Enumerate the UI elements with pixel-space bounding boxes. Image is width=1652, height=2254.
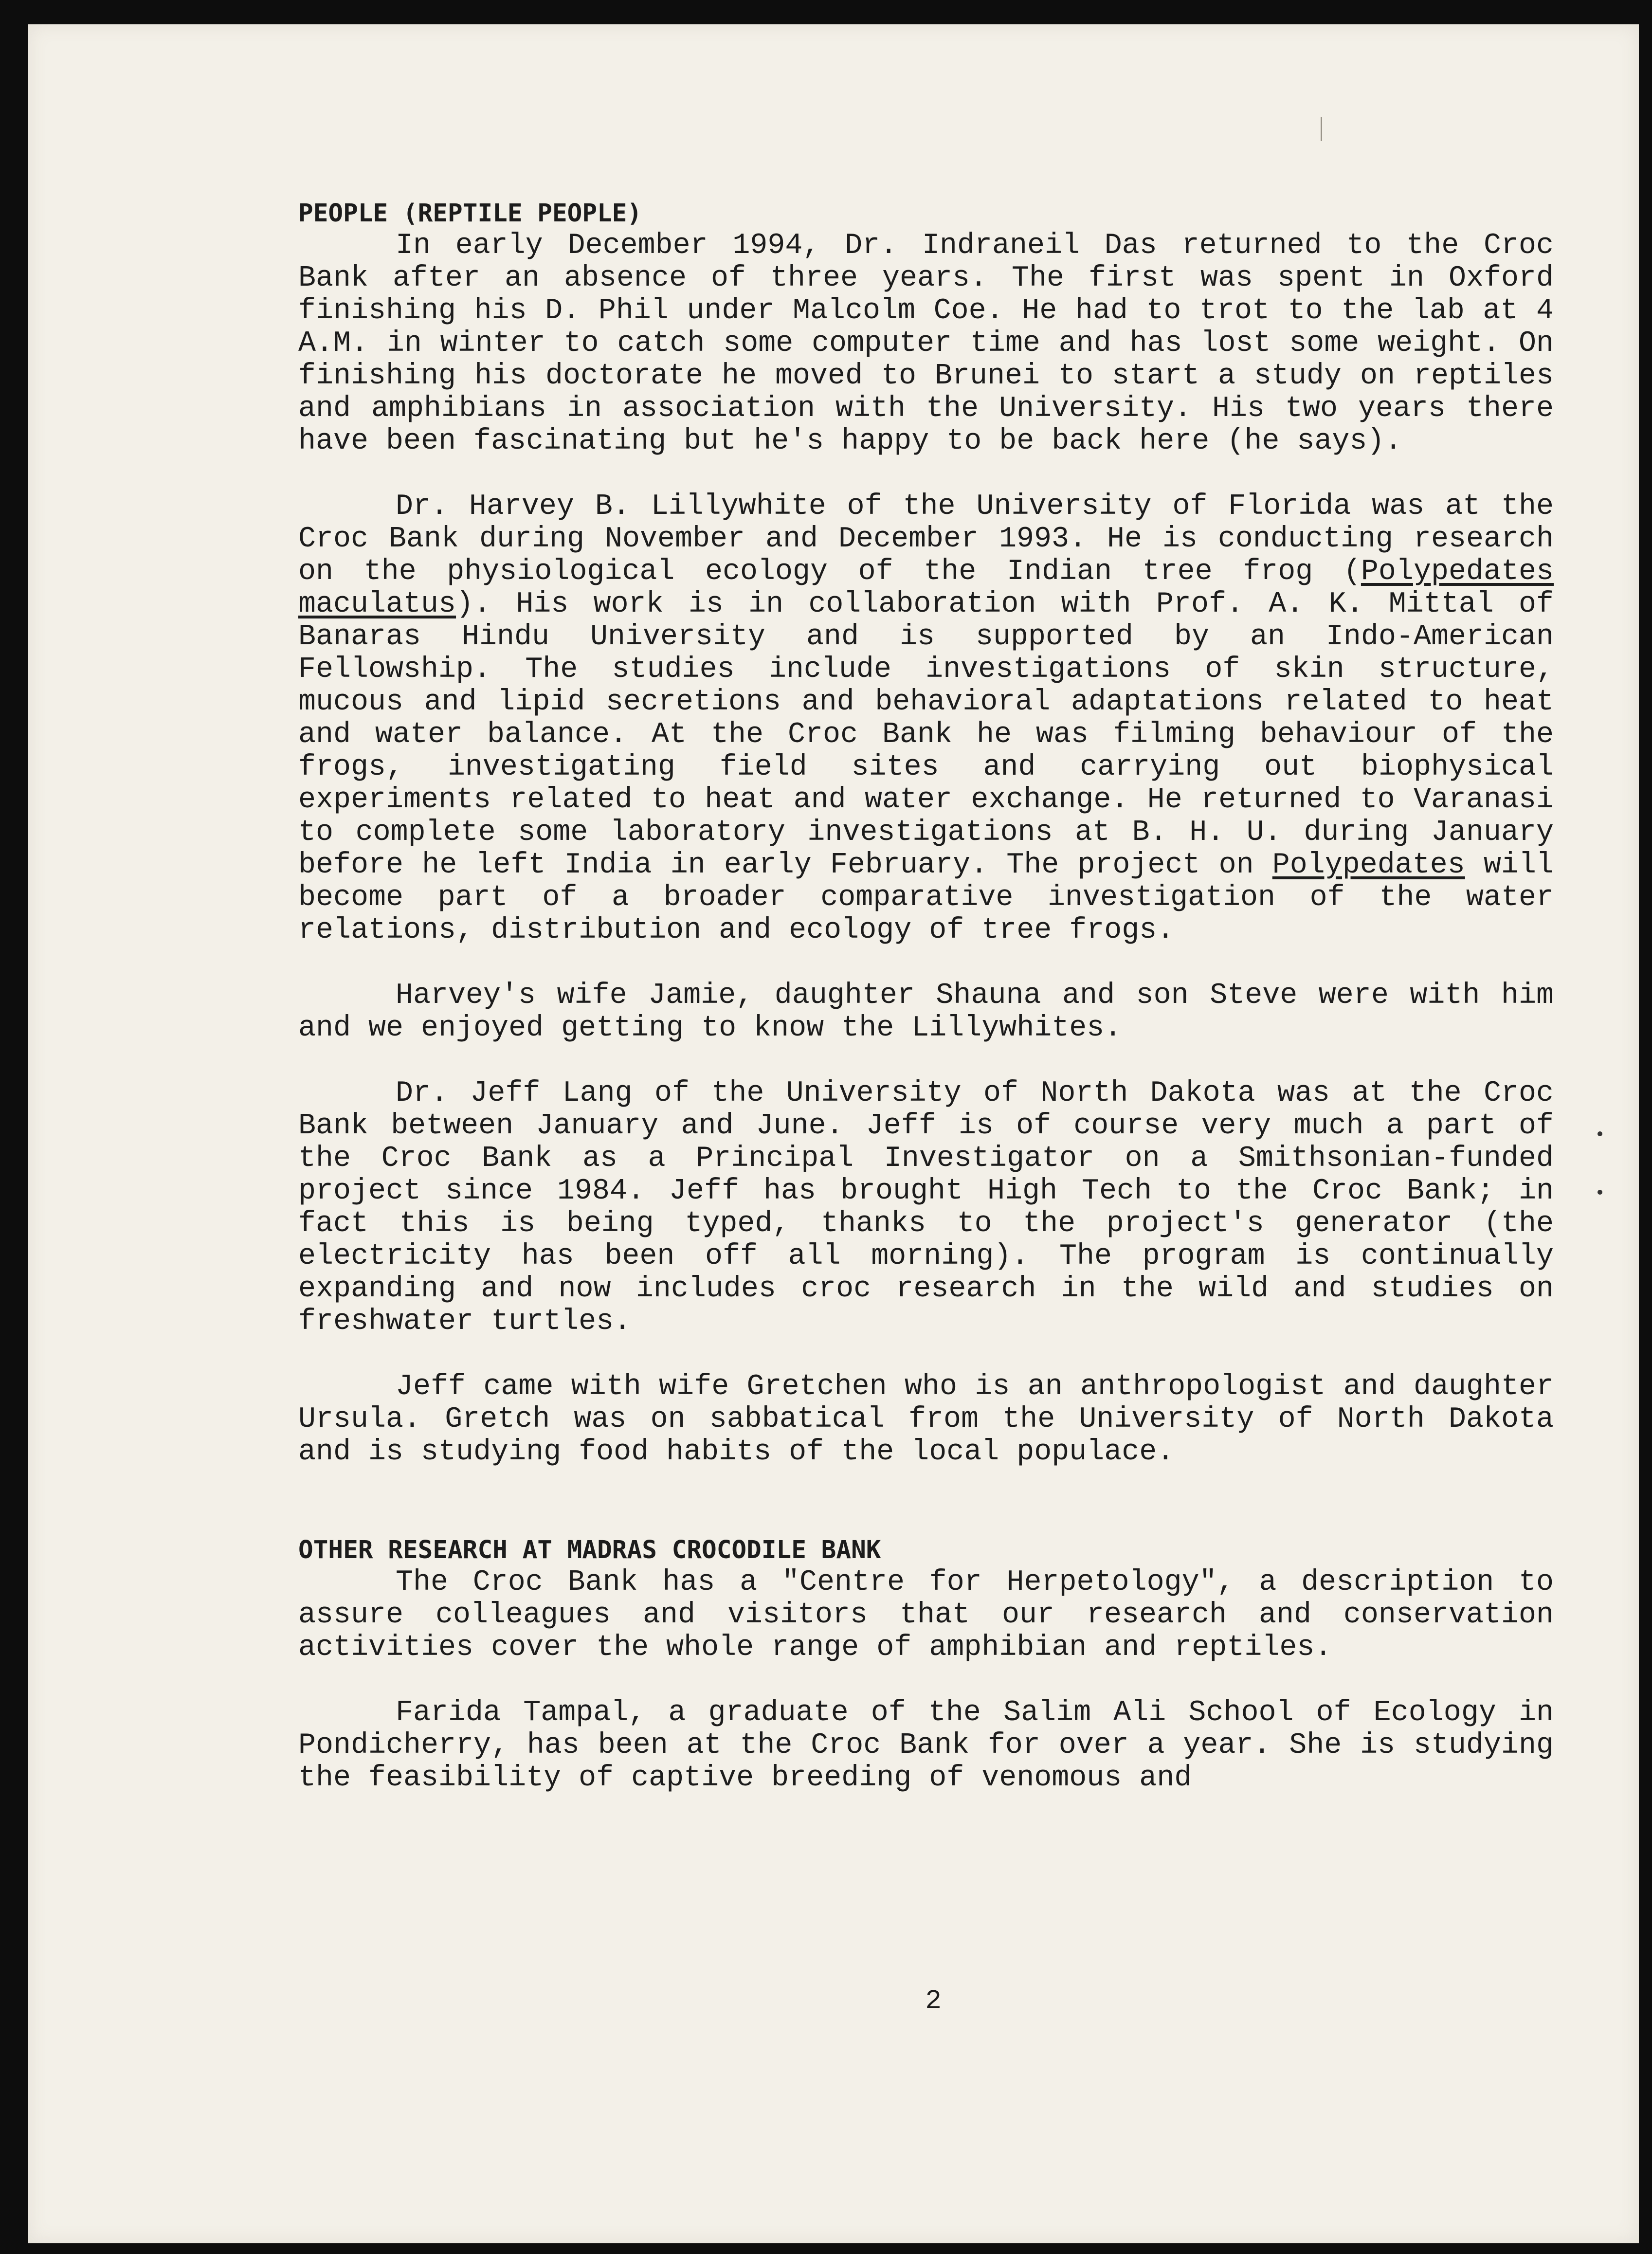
page-content xyxy=(298,197,1554,1827)
margin-dot xyxy=(1598,1190,1602,1195)
species-genus: Polypedates xyxy=(1272,849,1465,882)
paragraph-lang-family: Jeff came with wife Gretchen who is an anthropologist and daughter Ursula. Gretch was on sabbatical from the University of North Dakota and is studying food habits of the local populace. xyxy=(298,1370,1554,1469)
text-run: will become part of a broader comparative investigation of the water relations, distribution and ecology of tree frogs. xyxy=(298,849,1554,947)
species-genus: Polypedates xyxy=(1361,555,1554,588)
paragraph-indraneil-das: In early December 1994, Dr. Indraneil Das returned to the Croc Bank after an absence of three years. The first was spent in Oxford finishing his D. Phil under Malcolm Coe. He had to trot to the lab at 4 A.M. in winter to catch some computer time and has lost some weight. On finishing his doctorate he moved to Brunei to start a study on reptiles and amphibians in association with the University. His two years there have been fascinating but he's happy to be back here (he says). xyxy=(298,229,1554,458)
paragraph-harvey-lillywhite xyxy=(298,491,1554,947)
scan-artifact-tick xyxy=(1321,117,1322,141)
page-number: 2 xyxy=(925,1985,942,2017)
paragraph-centre-herpetology: The Croc Bank has a "Centre for Herpetology", a description to assure colleagues and visitors that our research and conservation activities cover the whole range of amphibian and reptiles. xyxy=(298,1566,1554,1664)
paragraph-jeff-lang: Dr. Jeff Lang of the University of North Dakota was at the Croc Bank between January and June. Jeff is of course very much a part of the Croc Bank as a Principal Investigator on a Smithsonian-funded project since 1984. Jeff has brought High Tech to the Croc Bank; in fact this is being typed, thanks to the project's generator (the electricity has been off all morning). The program is continually expanding and now includes croc research in the wild and studies on freshwater turtles. xyxy=(298,1077,1554,1338)
paragraph-farida-tampal: Farida Tampal, a graduate of the Salim Ali School of Ecology in Pondicherry, has been at the Croc Bank for over a year. She is studying the feasibility of captive breeding of venomous and xyxy=(298,1696,1554,1795)
text-run: ). His work is in collaboration with Prof. A. K. Mittal of Banaras Hindu University and is supported by an Indo-American Fellowship. The studies include investigations of skin structure, mucous and lipid secretions and behavioral adaptations related to heat and water balance. At the Croc Bank he was filming behaviour of the frogs, investigating field sites and carrying out biophysical experiments related to heat and water exchange. He returned to Varanasi to complete some laboratory investigations at B. H. U. during January before he left India in early February. The project on xyxy=(298,588,1554,882)
text-run: Dr. Harvey B. Lillywhite of the University of Florida was at the Croc Bank during November and December 1993. He is conducting research on the physiological ecology of the Indian tree frog ( xyxy=(298,490,1554,588)
section-heading-other-research: OTHER RESEARCH AT MADRAS CROCODILE BANK xyxy=(298,1536,881,1564)
margin-dot xyxy=(1598,1131,1602,1136)
species-epithet: maculatus xyxy=(298,588,456,621)
paragraph-lillywhite-family: Harvey's wife Jamie, daughter Shauna and son Steve were with him and we enjoyed getting to know the Lillywhites. xyxy=(298,979,1554,1045)
document-page xyxy=(28,24,1639,2243)
section-heading-reptile-people: PEOPLE (REPTILE PEOPLE) xyxy=(298,199,642,228)
